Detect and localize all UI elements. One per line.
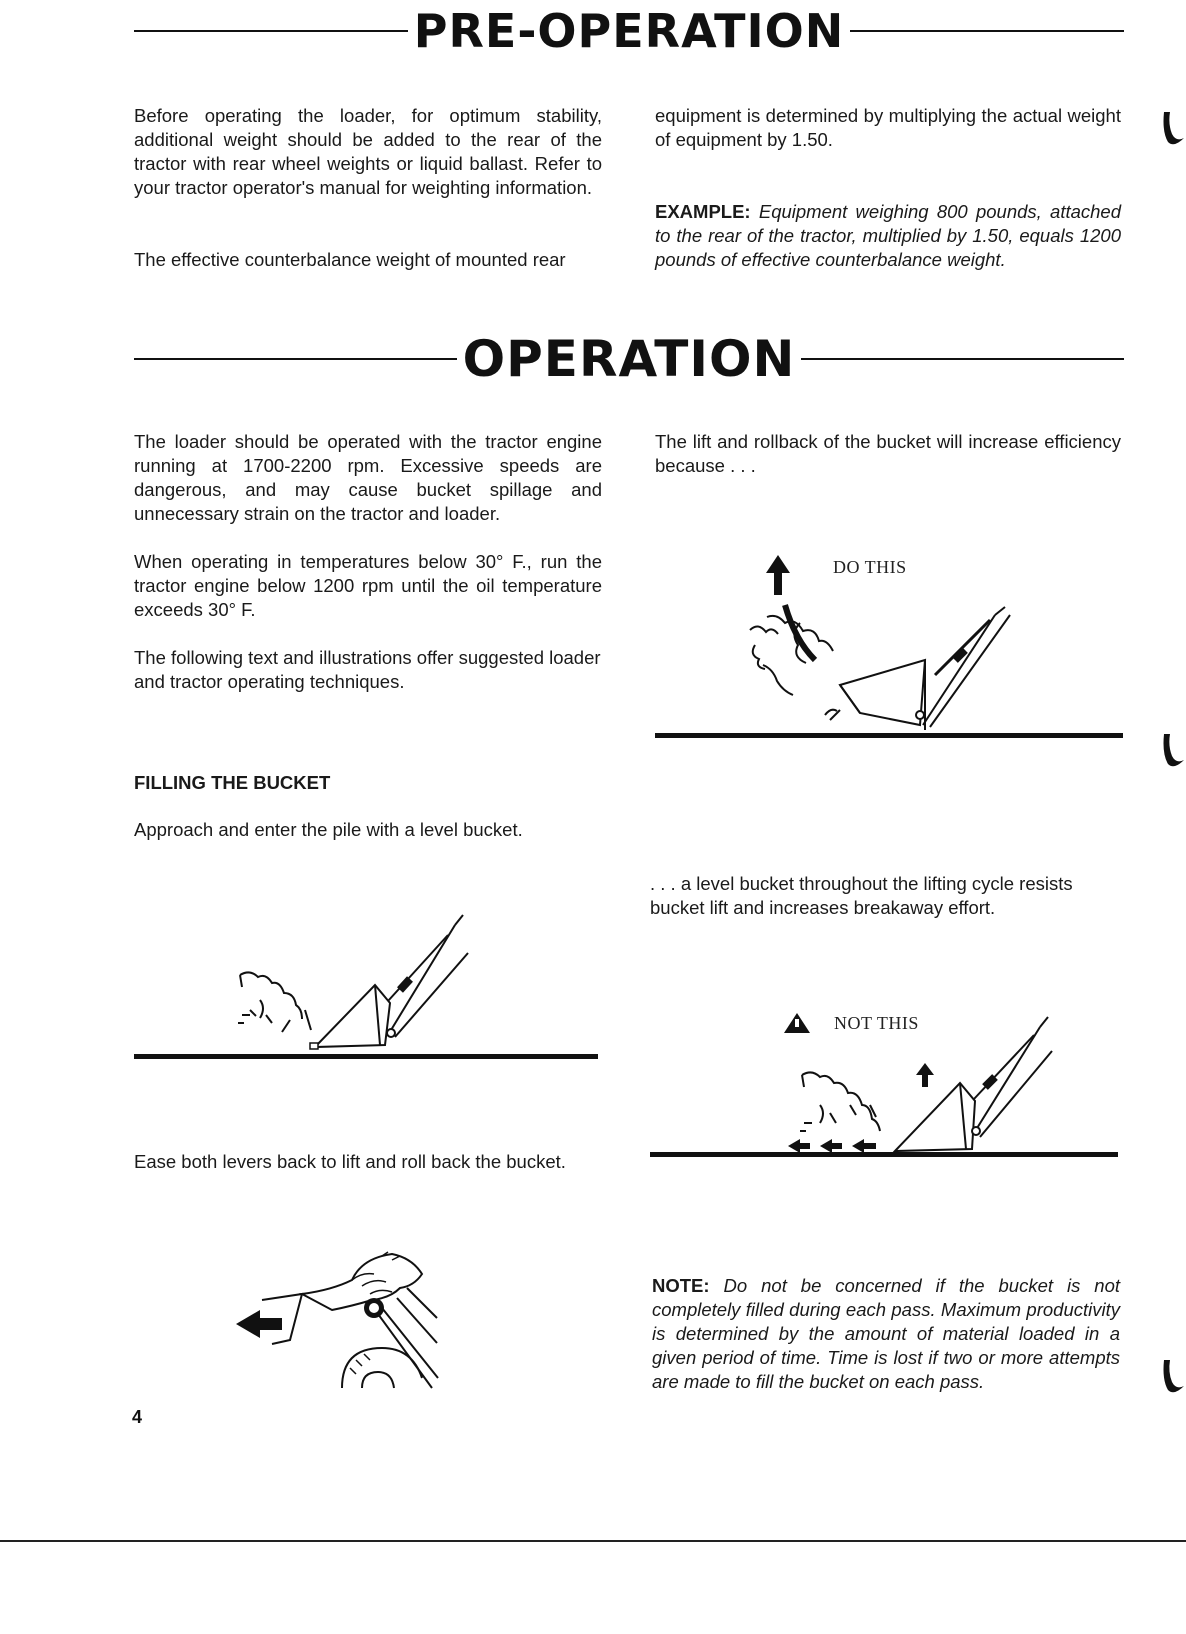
lift-rollback-intro: The lift and rollback of the bucket will increase efficiency because . . .	[655, 431, 1121, 476]
header-rule-left	[134, 358, 457, 360]
page-bottom-rule	[0, 1540, 1186, 1542]
loader-level-entry-illustration	[230, 905, 490, 1055]
binder-hole-mark	[1158, 730, 1186, 774]
operation-techniques-paragraph: The following text and illustrations offer suggested loader and tractor operating techniques.	[134, 647, 601, 692]
page-number: 4	[132, 1407, 143, 1427]
hand-lever-illustration	[232, 1248, 442, 1393]
operation-rpm-paragraph: The loader should be operated with the tractor engine running at 1700-2200 rpm. Excessive speeds are dangerous, and may cause bucket spillage and unnecessary strain on the tractor and loader.	[134, 431, 602, 524]
operation-title: OPERATION	[462, 330, 796, 388]
pre-operation-counterbalance-paragraph: The effective counterbalance weight of mounted rear	[134, 249, 566, 270]
loader-not-this-illustration	[780, 1005, 1090, 1155]
header-rule-right	[850, 30, 1124, 32]
do-this-ground-line	[655, 733, 1123, 738]
level-entry-figure	[230, 905, 490, 1055]
do-this-figure	[655, 545, 1125, 745]
example-paragraph	[655, 200, 1121, 272]
pre-operation-equipment-paragraph: equipment is determined by multiplying the actual weight of equipment by 1.50.	[655, 105, 1121, 150]
operation-header	[134, 330, 1124, 388]
do-this-label: DO THIS	[833, 557, 907, 577]
not-this-label: NOT THIS	[834, 1013, 919, 1033]
lever-figure	[232, 1248, 442, 1393]
header-rule-right	[801, 358, 1124, 360]
level-bucket-paragraph: . . . a level bucket throughout the lifting cycle resists bucket lift and increases breakaway effort.	[650, 873, 1073, 918]
not-this-figure	[780, 1005, 1090, 1155]
not-this-ground-line	[650, 1152, 1118, 1157]
pre-operation-weight-paragraph: Before operating the loader, for optimum stability, additional weight should be added to the rear of the tractor with rear wheel weights or liquid ballast. Refer to your tractor operator's manual for weighting information.	[134, 105, 602, 198]
binder-hole-mark	[1158, 108, 1186, 152]
pre-operation-header	[134, 4, 1124, 58]
note-paragraph	[652, 1274, 1120, 1394]
operation-temperature-paragraph: When operating in temperatures below 30° F., run the tractor engine below 1200 rpm until the oil temperature exceeds 30° F.	[134, 551, 602, 620]
example-label: EXAMPLE:	[655, 201, 751, 222]
level-entry-ground-line	[134, 1054, 598, 1059]
pre-operation-title: PRE-OPERATION	[413, 4, 845, 58]
filling-the-bucket-heading: FILLING THE BUCKET	[134, 772, 331, 793]
header-rule-left	[134, 30, 408, 32]
note-label: NOTE:	[652, 1275, 710, 1296]
ease-levers-text: Ease both levers back to lift and roll back the bucket.	[134, 1151, 566, 1172]
note-text: Do not be concerned if the bucket is not completely filled during each pass. Maximum productivity is determined by the amount of material loaded in a given period of time. Time is lost if two or more attempts are made to fill the bucket on each pass.	[652, 1275, 1120, 1392]
approach-text: Approach and enter the pile with a level bucket.	[134, 819, 523, 840]
example-text: Equipment weighing 800 pounds, attached to the rear of the tractor, multiplied by 1.50, equals 1200 pounds of effective counterbalance weight.	[655, 201, 1122, 270]
binder-hole-mark	[1158, 1356, 1186, 1400]
